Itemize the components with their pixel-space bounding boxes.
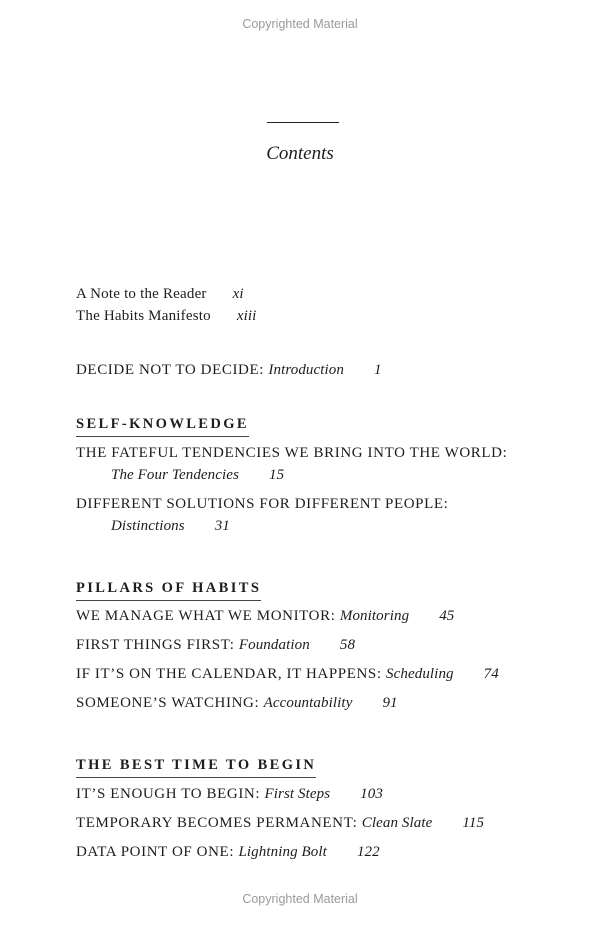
toc-entry-distinctions[interactable] — [76, 496, 448, 513]
toc-entry-foundation[interactable] — [76, 637, 355, 654]
toc-entry-title: FIRST THINGS FIRST: — [76, 637, 235, 653]
toc-entry-introduction[interactable] — [76, 362, 382, 379]
toc-entry-page: 115 — [462, 815, 485, 831]
title-rule — [267, 122, 339, 123]
toc-entry-habits-manifesto[interactable] — [76, 308, 256, 325]
toc-entry-page: 103 — [360, 786, 383, 802]
toc-entry-page: 15 — [269, 467, 285, 483]
toc-entry-subtitle: Lightning Bolt — [238, 844, 327, 860]
toc-entry-page: 1 — [374, 362, 382, 378]
toc-entry-subtitle: Scheduling — [386, 666, 454, 682]
toc-entry-subtitle: Monitoring — [339, 608, 410, 624]
toc-entry-distinctions-sub[interactable] — [111, 518, 230, 535]
toc-entry-scheduling[interactable] — [76, 666, 499, 683]
toc-entry-subtitle: Distinctions — [111, 518, 185, 534]
toc-entry-subtitle: First Steps — [264, 786, 331, 802]
toc-entry-subtitle: Introduction — [268, 362, 345, 378]
toc-entry-title: TEMPORARY BECOMES PERMANENT: — [76, 815, 358, 831]
toc-entry-page: xi — [232, 286, 244, 302]
page-title: Contents — [266, 143, 334, 164]
toc-entry-page: xiii — [236, 308, 257, 324]
toc-entry-title: SOMEONE’S WATCHING: — [76, 695, 260, 711]
part-heading-self-knowledge: SELF-KNOWLEDGE — [76, 416, 249, 437]
toc-entry-page: 31 — [214, 518, 230, 534]
toc-entry-subtitle: The Four Tendencies — [111, 467, 240, 483]
toc-entry-lightning-bolt[interactable] — [76, 844, 380, 861]
copyright-watermark-top: Copyrighted Material — [242, 17, 358, 31]
toc-entry-four-tendencies[interactable] — [76, 445, 507, 462]
toc-entry-first-steps[interactable] — [76, 786, 383, 803]
toc-entry-title: IF IT’S ON THE CALENDAR, IT HAPPENS: — [76, 666, 382, 682]
toc-entry-title: DECIDE NOT TO DECIDE: — [76, 362, 265, 378]
toc-entry-title: THE FATEFUL TENDENCIES WE BRING INTO THE WORLD: — [76, 445, 508, 461]
toc-entry-page: 58 — [339, 637, 356, 653]
toc-entry-title: DIFFERENT SOLUTIONS FOR DIFFERENT PEOPLE: — [76, 496, 449, 512]
part-heading-pillars-of-habits: PILLARS OF HABITS — [76, 580, 261, 601]
toc-entry-title: The Habits Manifesto — [76, 308, 211, 324]
toc-entry-title: DATA POINT OF ONE: — [76, 844, 235, 860]
toc-entry-title: WE MANAGE WHAT WE MONITOR: — [76, 608, 336, 624]
toc-entry-page: 45 — [439, 608, 455, 624]
toc-entry-page: 74 — [483, 666, 499, 682]
toc-entry-clean-slate[interactable] — [76, 815, 484, 832]
toc-entry-page: 91 — [382, 695, 398, 711]
toc-entry-monitoring[interactable] — [76, 608, 454, 625]
part-heading-best-time-to-begin: THE BEST TIME TO BEGIN — [76, 757, 316, 778]
toc-entry-subtitle: Clean Slate — [361, 815, 433, 831]
toc-entry-title: A Note to the Reader — [76, 286, 207, 302]
toc-entry-title: IT’S ENOUGH TO BEGIN: — [76, 786, 261, 802]
toc-entry-subtitle: Foundation — [238, 637, 310, 653]
copyright-watermark-bottom: Copyrighted Material — [242, 892, 358, 906]
toc-entry-note-to-reader[interactable] — [76, 286, 244, 303]
toc-entry-accountability[interactable] — [76, 695, 398, 712]
toc-entry-subtitle: Accountability — [263, 695, 353, 711]
toc-entry-four-tendencies-sub[interactable] — [111, 467, 284, 484]
toc-entry-page: 122 — [356, 844, 380, 860]
